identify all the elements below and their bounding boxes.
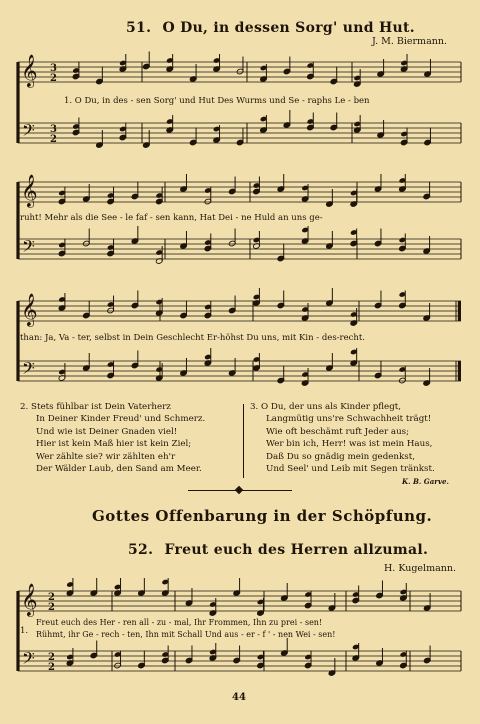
verse-divider	[243, 404, 244, 478]
hymn-51-attribution: K. B. Garve.	[402, 477, 449, 486]
hymn-51-lyric-line: 1. O Du, in des - sen Sorg' und Hut Des Wurms und Se - raphs Le - ben	[64, 96, 370, 106]
clef-icon: 𝄢	[22, 236, 35, 260]
verse-line: 3. O Du, der uns als Kinder pflegt,	[250, 402, 402, 412]
clef-icon: 𝄢	[22, 648, 35, 672]
hymn-52-title: Freut euch des Herren allzumal.	[164, 542, 429, 558]
time-signature: 3	[50, 124, 57, 135]
page-number: 44	[232, 692, 246, 703]
time-signature: 2	[48, 602, 55, 613]
verse-line: 2. Stets fühlbar ist Dein Vaterherz	[20, 402, 171, 412]
time-signature: 2	[48, 652, 55, 663]
time-signature: 2	[48, 592, 55, 603]
clef-icon: 𝄞	[21, 583, 38, 616]
verse-line: Wer bin ich, Herr! was ist mein Haus,	[266, 439, 433, 450]
hymn-51-number: 51.	[126, 20, 152, 36]
clef-icon: 𝄞	[21, 54, 38, 87]
time-signature: 2	[50, 73, 57, 84]
time-signature: 3	[50, 63, 57, 74]
clef-icon: 𝄞	[21, 174, 38, 207]
verse-line: Daß Du so gnädig mein gedenkst,	[266, 451, 415, 462]
hymn-51-title: O Du, in dessen Sorg' und Hut.	[162, 20, 415, 36]
hymn-52-heading	[128, 542, 428, 558]
hymn-52-verse-number: 1.	[20, 626, 29, 636]
verse-line: Hier ist kein Maß hier ist kein Ziel;	[36, 439, 192, 450]
section-heading: Gottes Offenbarung in der Schöpfung.	[92, 507, 433, 525]
hymn-51-lyric-line: than: Ja, Va - ter, selbst in Dein Geschlecht Er-höhst Du uns, mit Kin - des-recht.	[20, 333, 366, 343]
verse-line: Der Wälder Laub, den Sand am Meer.	[36, 464, 202, 475]
clef-icon: 𝄢	[22, 120, 35, 144]
clef-icon: 𝄢	[22, 358, 35, 382]
hymn-51-composer: J. M. Biermann.	[372, 36, 447, 47]
verse-line: Und wie ist Deiner Gnaden viel!	[36, 426, 178, 437]
verse-line: In Deiner Kinder Freud' und Schmerz.	[36, 414, 206, 425]
hymn-51-verse-3	[250, 401, 435, 475]
hymn-52-composer: H. Kugelmann.	[384, 563, 457, 574]
hymn-51-verse-2	[20, 401, 205, 475]
verse-line: Wie oft beschämt ruft Jeder aus;	[266, 426, 410, 437]
clef-icon: 𝄞	[21, 293, 38, 326]
hymn-51-lyric-line: ruht! Mehr als die See - le faf - sen kann, Hat Dei - ne Huld an uns ge-	[20, 213, 323, 223]
hymn-52-lyric-line: Freut euch des Her - ren all - zu - mal, Ihr Frommen, Ihn zu prei - sen!	[36, 618, 323, 627]
verse-line: Langmütig uns're Schwachheit trägt!	[266, 414, 432, 425]
time-signature: 2	[50, 134, 57, 145]
hymn-52-number: 52.	[128, 542, 154, 558]
verse-line: Und Seel' und Leib mit Segen tränkst.	[266, 464, 435, 475]
time-signature: 2	[48, 662, 55, 673]
verse-line: Wer zählte sie? wir zählten eh'r	[36, 451, 176, 462]
hymn-52-lyric-line: Rühmt, ihr Ge - rech - ten, Ihn mit Schall Und aus - er - f ' - nen Wei - sen!	[36, 630, 336, 639]
